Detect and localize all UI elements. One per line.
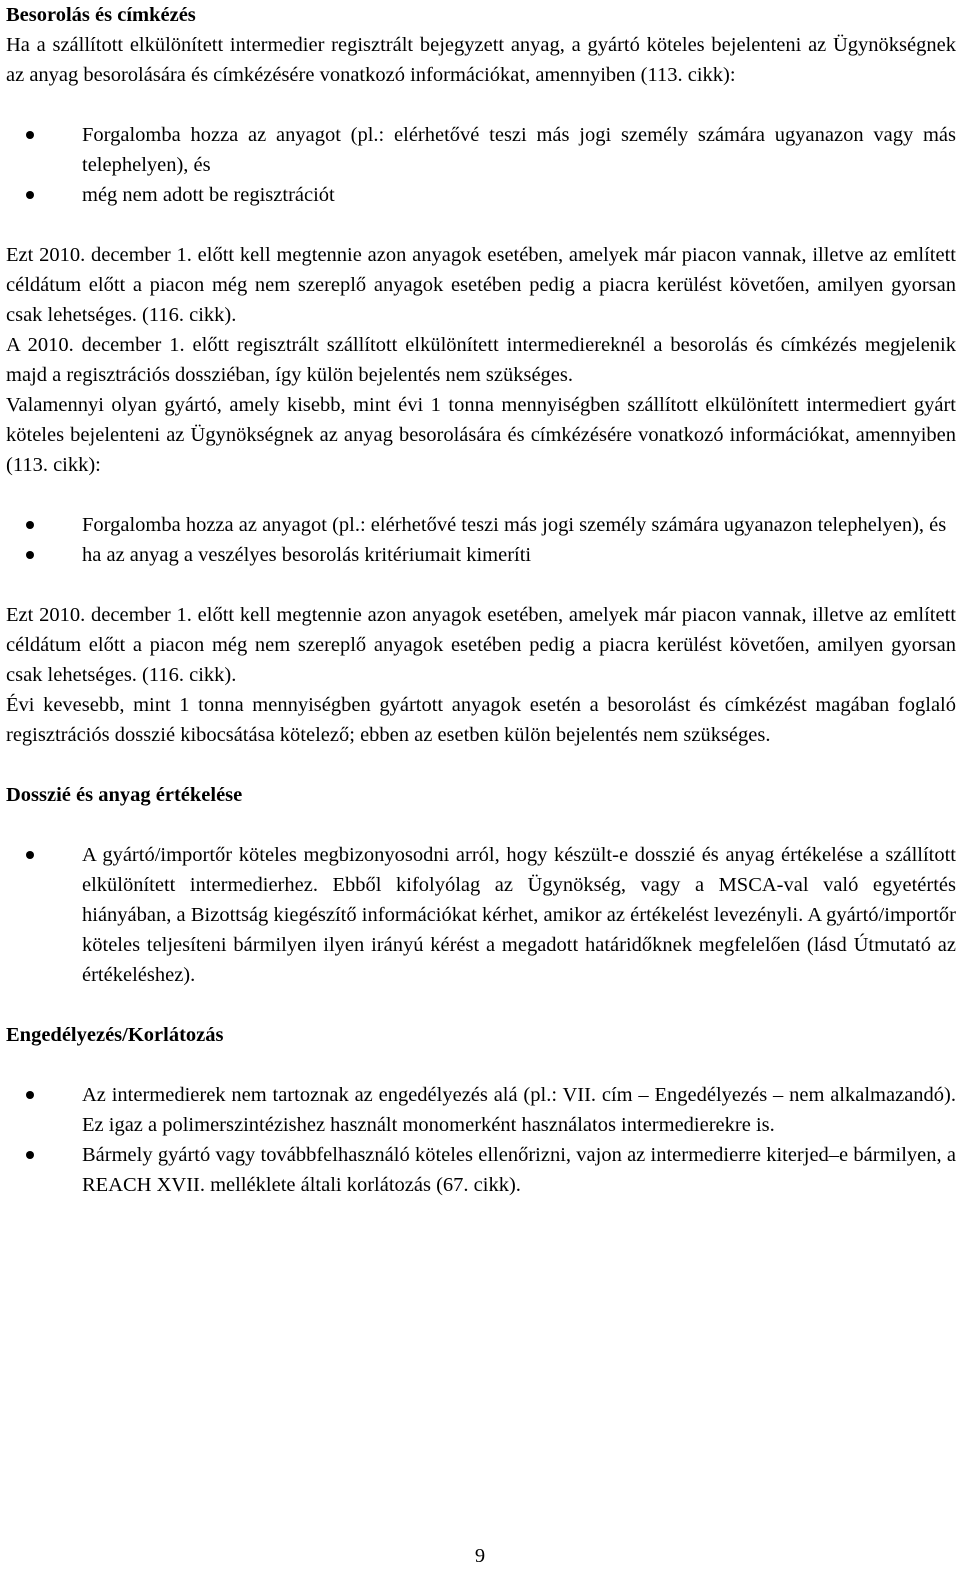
page-number: 9 xyxy=(474,1545,486,1567)
bullet-icon xyxy=(26,131,34,139)
list-item: ha az anyag a veszélyes besorolás kritériumait kimeríti xyxy=(6,540,956,570)
section-heading-classification: Besorolás és címkézés xyxy=(6,4,196,26)
list-item: Az intermedierek nem tartoznak az engedélyezés alá (pl.: VII. cím – Engedélyezés – nem alkalmazandó). Ez igaz a polimerszintézishez használt monomerként használatos intermedierekre is. xyxy=(6,1080,956,1140)
document-page xyxy=(6,0,956,1200)
paragraph-manufacturers: Valamennyi olyan gyártó, amely kisebb, mint évi 1 tonna mennyiségben szállított elkülönített intermediert gyárt köteles bejelenteni az Ügynökségnek az anyag besorolására és címkézésére vonatkozó információkat, amennyiben (113. cikk): xyxy=(6,394,956,476)
section-heading-evaluation: Dosszié és anyag értékelése xyxy=(6,784,243,806)
paragraph-registered: A 2010. december 1. előtt regisztrált szállított elkülönített intermediereknél a besorolás és címkézés megjelenik majd a regisztrációs dossziéban, így külön bejelentés nem szükséges. xyxy=(6,334,956,386)
intro-paragraph: Ha a szállított elkülönített intermedier regisztrált bejegyzett anyag, a gyártó köteles bejelenteni az Ügynökségnek az anyag besorolására és címkézésére vonatkozó információkat, amennyiben (113. cikk): xyxy=(6,34,956,86)
section-heading-authorisation: Engedélyezés/Korlátozás xyxy=(6,1024,224,1046)
paragraph-deadline-2: Ezt 2010. december 1. előtt kell megtennie azon anyagok esetében, amelyek már piacon vannak, illetve az említett céldátum előtt a piacon még nem szereplő anyagok esetében pedig a piacra kerülést követően, amilyen gyorsan csak lehetséges. (116. cikk). xyxy=(6,604,956,686)
bullet-icon xyxy=(26,1151,34,1159)
bullet-list-2 xyxy=(6,510,956,570)
bullet-icon xyxy=(26,551,34,559)
bullet-list-evaluation xyxy=(6,840,956,990)
list-item: Forgalomba hozza az anyagot (pl.: elérhetővé teszi más jogi személy számára ugyanazon telephelyen), és xyxy=(6,510,956,540)
bullet-list-authorisation xyxy=(6,1080,956,1200)
paragraph-below-one-tonne: Évi kevesebb, mint 1 tonna mennyiségben gyártott anyagok esetén a besorolást és címkézést magában foglaló regisztrációs dosszié kibocsátása kötelező; ebben az esetben külön bejelentés nem szükséges. xyxy=(6,694,956,746)
list-item: Forgalomba hozza az anyagot (pl.: elérhetővé teszi más jogi személy számára ugyanazon vagy más telephelyen), és xyxy=(6,120,956,180)
bullet-icon xyxy=(26,1091,34,1099)
bullet-icon xyxy=(26,851,34,859)
bullet-icon xyxy=(26,191,34,199)
list-item: Bármely gyártó vagy továbbfelhasználó köteles ellenőrizni, vajon az intermedierre kiterjed–e bármilyen, a REACH XVII. melléklete általi korlátozás (67. cikk). xyxy=(6,1140,956,1200)
bullet-list-1 xyxy=(6,120,956,210)
list-item: még nem adott be regisztrációt xyxy=(6,180,956,210)
paragraph-deadline-1: Ezt 2010. december 1. előtt kell megtennie azon anyagok esetében, amelyek már piacon vannak, illetve az említett céldátum előtt a piacon még nem szereplő anyagok esetében pedig a piacra kerülést követően, amilyen gyorsan csak lehetséges. (116. cikk). xyxy=(6,244,956,326)
list-item: A gyártó/importőr köteles megbizonyosodni arról, hogy készült-e dosszié és anyag értékelése a szállított elkülönített intermedierhez. Ebből kifolyólag az Ügynökség, vagy a MSCA-val való egyetértés hiányában, a Bizottság kiegészítő információkat kérhet, amikor az értékelést levezényli. A gyártó/importőr köteles teljesíteni bármilyen ilyen irányú kérést a megadott határidőknek megfelelően (lásd Útmutató az értékeléshez). xyxy=(6,840,956,990)
bullet-icon xyxy=(26,521,34,529)
